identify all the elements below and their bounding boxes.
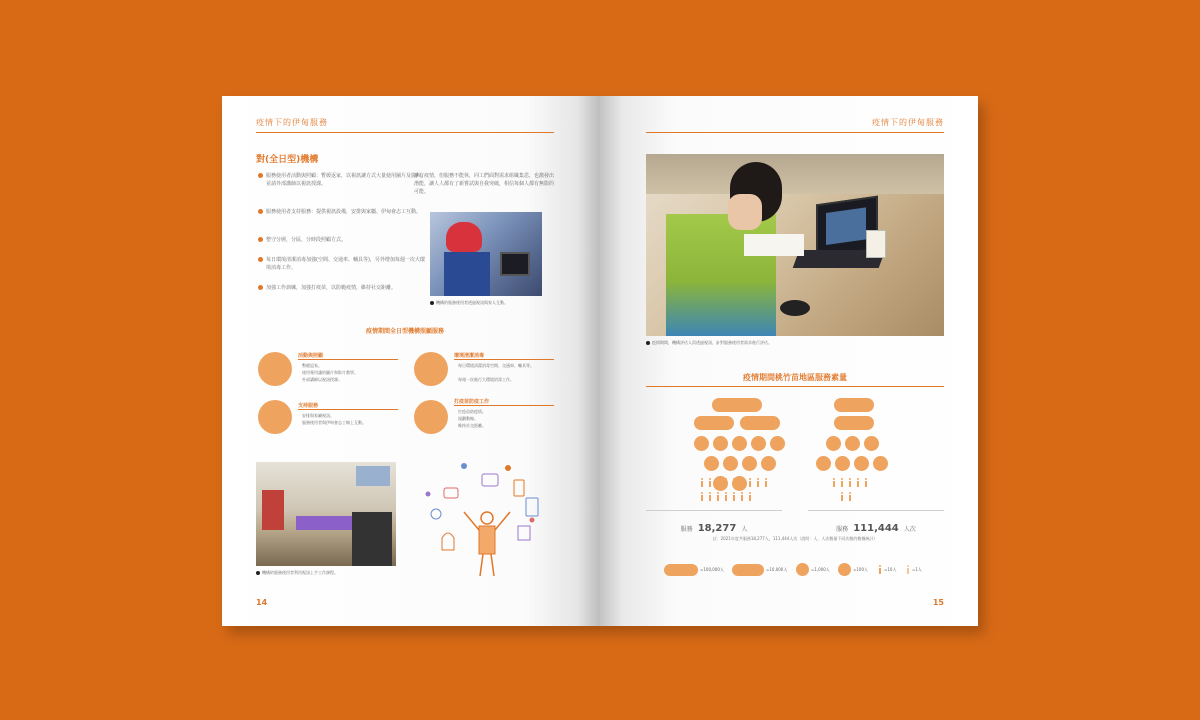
brochure-spread [222,96,978,626]
person-dark [352,512,392,566]
person-icon [748,478,752,487]
icon-100000 [712,398,762,412]
person-icon [732,492,736,501]
video-call-shape [826,207,866,245]
legend-icon-10000 [732,564,764,576]
icon-1000 [732,436,747,451]
person-icon [840,492,844,501]
person-icon [840,478,844,487]
people-icon [258,400,292,434]
icon-1000 [723,456,738,471]
icon-1000 [826,436,841,451]
icon-1000 [704,456,719,471]
helmet-shape [446,222,482,252]
mouse-shape [780,300,810,316]
shirt-shape [444,252,490,296]
icon-1000 [713,436,728,451]
card-divider [454,405,554,406]
photo-tablet-user [430,212,542,296]
wall-shape [646,154,944,194]
person-icon [756,478,760,487]
card-divider [454,359,554,360]
legend-label: =1人 [912,567,922,572]
bullet-item: 每日環境清潔消毒加強(空間、交通車、輔具等)，另外增加每週一次大環境消毒工作。 [266,256,426,272]
person-icon [724,478,728,487]
icon-100 [854,456,869,471]
photo2-caption: 機構的服務使用者利用視訊上手工作課程。 [256,570,338,576]
card-line: 每週一次進行大環境消毒工作。 [458,377,514,382]
tablet-shape [500,252,530,276]
sub-section-title: 疫情期間全日型機構照顧服務 [365,328,444,335]
card-line: 服務使用者與伊甸會志工線上互動。 [302,420,366,425]
card-line: 維持社交距離。 [458,423,486,428]
right-header-line [646,132,944,133]
legend-label: =100,000人 [700,567,724,572]
person-icon [700,478,704,487]
photo1-caption: 機構的服務使用者透過視訊與家人互動。 [430,300,508,306]
left-page [222,96,600,626]
stat-divider [808,510,944,511]
icon-1000 [751,436,766,451]
right-photo-caption: 疫情期間，機構評估人員透過視訊，針對服務使用者需求進行評估。 [646,340,772,346]
person-red [262,490,284,530]
screen-shape [356,466,390,486]
face-shape [728,194,762,230]
person-icon [864,478,868,487]
icon-10000 [694,416,734,430]
card-line: 打疫苗防疫情。 [458,409,486,414]
legend-label: =10,000人 [766,567,788,572]
person-icon [748,492,752,501]
icon-1000 [845,436,860,451]
card-title: 支持服務 [298,403,319,409]
legend-icon-10 [878,565,882,574]
chart-title: 疫情期間桃竹苗地區服務素量 [743,373,847,382]
page-number-right: 15 [932,598,944,607]
person-icon [724,492,728,501]
person-icon [732,478,736,487]
card-line: 每日環境清潔消毒空間、交通車、輔具等。 [458,363,534,368]
person-icon [740,478,744,487]
person-icon [856,478,860,487]
house-heart-icon [414,352,448,386]
icon-1000 [864,436,879,451]
person-icon [740,492,744,501]
online-work-illustration [422,458,552,578]
purple-trays [296,516,356,530]
right-page-header: 疫情下的伊甸服務 [872,118,944,127]
bullet-item: 服務使用者支持服務：提供視訊設備，安排與家屬、伊甸會志工互動。 [266,208,426,216]
card-title: 打疫苗防疫工作 [454,399,490,405]
icon-100 [816,456,831,471]
person-icon [708,492,712,501]
icon-1000 [770,436,785,451]
list-icon [258,352,292,386]
right-page [600,96,978,626]
icon-1000 [761,456,776,471]
chart-top-line [646,386,944,387]
stat-people: 服務 18,277 人 [680,523,748,534]
person-icon [764,478,768,487]
card-title: 環境清潔消毒 [454,353,485,359]
card-line: 外部講師以視訊授課。 [302,377,342,382]
stat-divider [646,510,782,511]
stat-visits: 服務 111,444 人次 [836,523,916,534]
card-line: 暫緩返家。 [302,363,322,368]
page-number-left: 14 [256,598,268,607]
icon-100 [835,456,850,471]
left-header-line [256,132,554,133]
legend-label: =10人 [884,567,897,572]
card-divider [298,359,398,360]
chart-note: 註：2021年度共服務18,277人，111,444人次（說明：人，人次數量不同次數的數據統計） [712,536,878,541]
left-section-title: 對(全日型)機構 [256,155,319,165]
icon-10000 [740,416,780,430]
card-line: 使用專用讓的圖片和影片教學。 [302,370,358,375]
icon-100 [873,456,888,471]
person-icon [848,478,852,487]
paper-shape [744,234,804,256]
person-icon [716,492,720,501]
bullet-item: 加強工作訓練，加強打疫苗，以防範疫情，維持社交距離。 [266,284,426,292]
legend-icon-100000 [664,564,698,576]
column2-text: 雖有疫情，但服務不能休，同工們面對需求組織集思，也激發出潛能，讓人人都有了新嘗試與自我突破，相信每個人都有無限的可能。 [414,173,555,195]
legend-icon-100 [838,563,851,576]
person-icon [716,478,720,487]
card-divider [298,409,398,410]
cup-shape [866,230,886,258]
bullet-item: 服務使用者活動與照顧：暫緩返家，以視訊讓方式大量使用圖片及影片，並請外部講師以視訊授課。 [266,172,426,188]
icon-1000 [694,436,709,451]
icon-10000 [834,416,874,430]
legend-icon-1000 [796,563,809,576]
person-icon [708,478,712,487]
legend-icon-1 [906,565,910,574]
legend-label: =100人 [853,567,868,572]
photo-assessment-laptop [646,154,944,336]
person-icon [832,478,836,487]
icon-100000 [834,398,874,412]
green-vest-person [666,214,776,336]
person-icon [848,492,852,501]
card-line: 規劃動線。 [458,416,478,421]
person-icon [700,492,704,501]
card-line: 安排與家屬視訊。 [302,413,334,418]
icon-1000 [742,456,757,471]
legend-label: =1,000人 [811,567,830,572]
left-page-header: 疫情下的伊甸服務 [256,118,328,127]
photo-handcraft-class [256,462,396,566]
virus-shield-icon [414,400,448,434]
card-title: 活動與照顧 [298,353,324,359]
bullet-item: 整守分層，分區，分時段照顧方式。 [266,236,426,244]
